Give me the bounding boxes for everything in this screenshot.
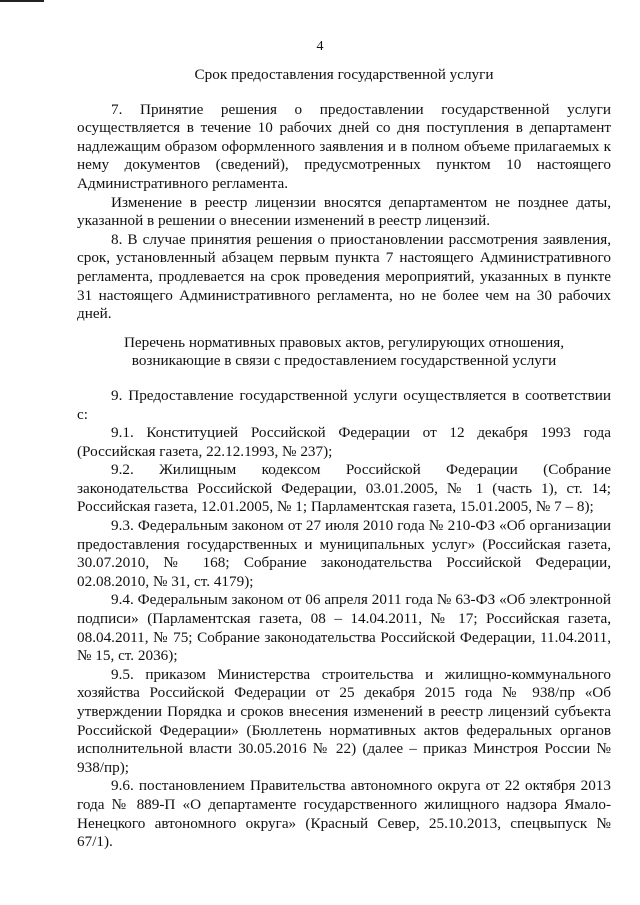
paragraph-9-1: 9.1. Конституцией Российской Федерации от 12 декабря 1993 года (Российская газета, 22.12.1993, № 237); [77,424,611,460]
paragraph-9-4: 9.4. Федеральным законом от 06 апреля 2011 года № 63-ФЗ «Об электронной подписи» (Парламентская газета, 08 – 14.04.2011, № 17; Российская газета, 08.04.2011, № 75; Собрание законодательства Российской Федерации, 11.04.2011, № 15, ст. 2036); [77,591,611,665]
paragraph-9: 9. Предоставление государственной услуги осуществляется в соответствии с: [77,386,611,423]
paragraph-9-3: 9.3. Федеральным законом от 27 июля 2010 года № 210-ФЗ «Об организации предоставления государственных и муниципальных услуг» (Российская газета, 30.07.2010, № 168; Собрание законодательства Российской Федерации, 02.08.2010, № 31, ст. 4179); [77,517,611,590]
paragraph-7: 7. Принятие решения о предоставлении государственной услуги осуществляется в течение 10 рабочих дней со дня поступления в департамент надлежащим образом оформленного заявления и в полном объеме прилагаемых к нему документов (сведений), предусмотренных пунктом 10 настоящего Административного регламента. [77,100,611,192]
document-body [77,66,611,852]
paragraph-9-2: 9.2. Жилищным кодексом Российской Федерации (Собрание законодательства Российской Федерации, 03.01.2005, № 1 (часть 1), ст. 14; Российская газета, 12.01.2005, № 1; Парламентская газета, 15.01.2005, № 7 – 8); [77,461,611,516]
paragraph-9-5: 9.5. приказом Министерства строительства и жилищно-коммунального хозяйства Российской Федерации от 25 декабря 2015 года № 938/пр «Об утверждении Порядка и сроков внесения изменений в реестр лицензий субъекта Российской Федерации» (Бюллетень нормативных актов федеральных органов исполнительной власти 30.05.2016 № 22) (далее – приказ Минстроя России № 938/пр); [77,665,611,776]
section-heading-line-1: Перечень нормативных правовых актов, регулирующих отношения, [123,333,565,351]
paragraph-8: 8. В случае принятия решения о приостановлении рассмотрения заявления, срок, установленный абзацем первым пункта 7 настоящего Административного регламента, продлевается на срок проведения мероприятий, указанных в пункте 31 настоящего Административного регламента, но не более чем на 30 рабочих дней. [77,230,611,323]
paragraph-9-6: 9.6. постановлением Правительства автономного округа от 22 октября 2013 года № 889-П «О департаменте государственного жилищного надзора Ямало-Ненецкого автономного округа» (Красный Север, 25.10.2013, спецвыпуск № 67/1). [77,777,611,851]
section-heading-legal-acts [77,334,611,371]
paragraph-7-amendment: Изменение в реестр лицензии вносятся департаментом не позднее даты, указанной в решении о внесении изменений в реестр лицензий. [77,193,611,230]
corner-mark [0,0,44,2]
section-heading-service-period: Срок предоставления государственной услуги [194,66,494,83]
section-heading-line-2: возникающие в связи с предоставлением государственной услуги [131,352,557,370]
page-number: 4 [316,39,324,54]
